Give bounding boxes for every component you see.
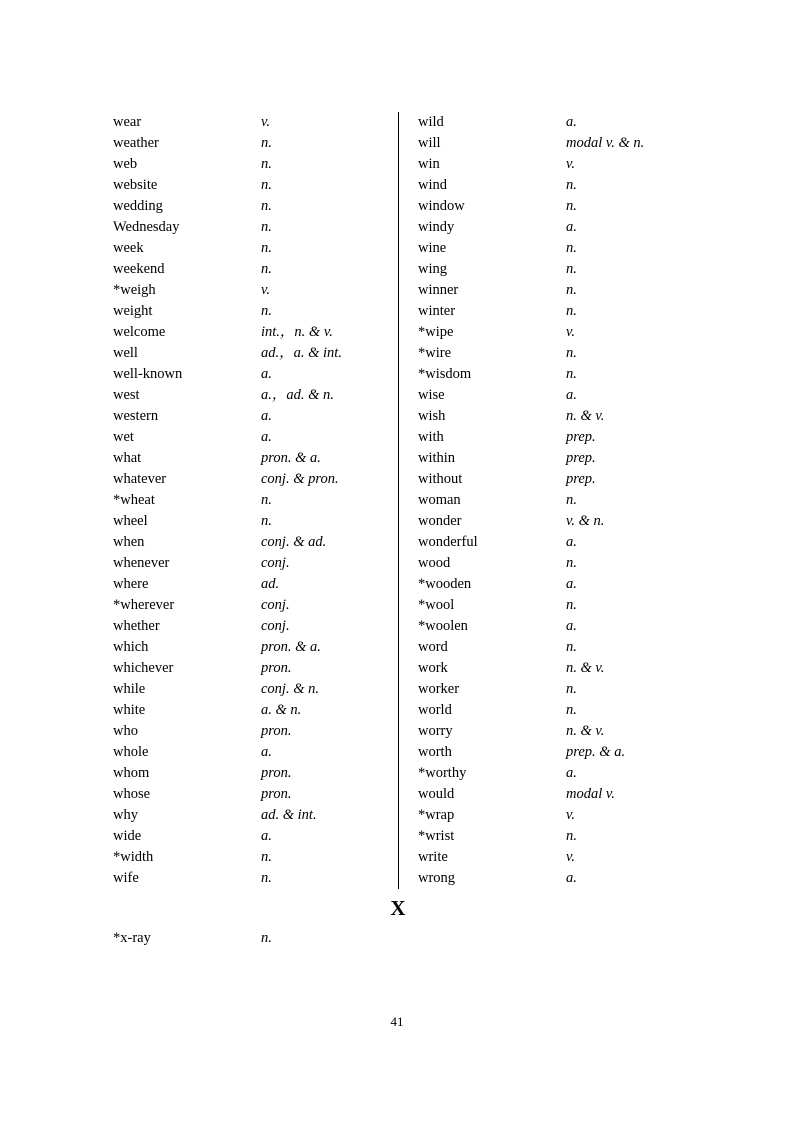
glossary-entry bbox=[418, 343, 683, 364]
entry-part-of-speech: prep. bbox=[566, 429, 596, 445]
entry-word: *wool bbox=[418, 597, 455, 613]
entry-word: who bbox=[113, 723, 138, 739]
glossary-entry bbox=[418, 175, 683, 196]
entry-word: *wheat bbox=[113, 492, 155, 508]
entry-part-of-speech: n. & v. bbox=[566, 723, 605, 739]
glossary-entry bbox=[418, 721, 683, 742]
entry-word: *weigh bbox=[113, 282, 156, 298]
entry-part-of-speech: pron. & a. bbox=[261, 639, 321, 655]
entry-word: with bbox=[418, 429, 444, 445]
glossary-entry bbox=[113, 154, 398, 175]
glossary-entry bbox=[113, 280, 398, 301]
entry-word: wine bbox=[418, 240, 447, 256]
entry-word: work bbox=[418, 660, 448, 676]
entry-word: when bbox=[113, 534, 145, 550]
glossary-entry bbox=[113, 217, 398, 238]
entry-part-of-speech: n. bbox=[566, 261, 577, 277]
entry-part-of-speech: a. bbox=[566, 765, 577, 781]
entry-part-of-speech: v. bbox=[566, 807, 575, 823]
glossary-entry bbox=[418, 763, 683, 784]
entry-word: wife bbox=[113, 870, 139, 886]
entry-word: white bbox=[113, 702, 146, 718]
entry-part-of-speech: pron. bbox=[261, 765, 292, 781]
entry-word: whose bbox=[113, 786, 151, 802]
section-letter-heading: X bbox=[390, 896, 406, 920]
entry-word: *wisdom bbox=[418, 366, 472, 382]
glossary-entry bbox=[113, 826, 398, 847]
entry-word: within bbox=[418, 450, 456, 466]
entry-word: whether bbox=[113, 618, 160, 634]
page-number: 41 bbox=[390, 1014, 404, 1029]
glossary-entry bbox=[113, 784, 398, 805]
entry-part-of-speech: a. bbox=[566, 618, 577, 634]
glossary-entry bbox=[113, 763, 398, 784]
entry-word: woman bbox=[418, 492, 461, 508]
entry-part-of-speech: n. bbox=[566, 492, 577, 508]
glossary-entry bbox=[113, 112, 398, 133]
entry-word: *wipe bbox=[418, 324, 454, 340]
entry-part-of-speech: v. & n. bbox=[566, 513, 605, 529]
glossary-entry bbox=[113, 742, 398, 763]
entry-part-of-speech: conj. & n. bbox=[261, 681, 319, 697]
glossary-entry bbox=[418, 637, 683, 658]
entry-part-of-speech: n. bbox=[261, 219, 272, 235]
entry-part-of-speech: n. bbox=[566, 366, 577, 382]
entry-word: why bbox=[113, 807, 138, 823]
entry-word: wood bbox=[418, 555, 451, 571]
entry-part-of-speech: v. bbox=[261, 114, 270, 130]
glossary-entry bbox=[418, 217, 683, 238]
entry-word: whom bbox=[113, 765, 150, 781]
entry-part-of-speech: v. bbox=[566, 324, 575, 340]
entry-word: welcome bbox=[113, 324, 166, 340]
glossary-entry bbox=[113, 364, 398, 385]
entry-word: *woolen bbox=[418, 618, 468, 634]
glossary-entry bbox=[113, 679, 398, 700]
glossary-entry bbox=[418, 553, 683, 574]
entry-word: *worthy bbox=[418, 765, 467, 781]
glossary-entry bbox=[113, 700, 398, 721]
entry-part-of-speech: n. bbox=[566, 303, 577, 319]
glossary-entry bbox=[113, 553, 398, 574]
entry-word: weather bbox=[113, 135, 159, 151]
entry-part-of-speech: prep. bbox=[566, 450, 596, 466]
glossary-entry bbox=[113, 637, 398, 658]
entry-part-of-speech: modal v. & n. bbox=[566, 135, 645, 151]
entry-part-of-speech: n. bbox=[261, 492, 272, 508]
entry-word: *wrap bbox=[418, 807, 455, 823]
glossary-entry bbox=[418, 679, 683, 700]
glossary-entry bbox=[418, 364, 683, 385]
entry-word: what bbox=[113, 450, 142, 466]
glossary-entry bbox=[113, 196, 398, 217]
entry-part-of-speech: n. bbox=[261, 240, 272, 256]
entry-word: wet bbox=[113, 429, 134, 445]
glossary-entry bbox=[113, 301, 398, 322]
entry-word: wedding bbox=[113, 198, 163, 214]
entry-part-of-speech: conj. bbox=[261, 555, 290, 571]
entry-part-of-speech: prep. bbox=[566, 471, 596, 487]
entry-part-of-speech: pron. bbox=[261, 660, 292, 676]
entry-word: week bbox=[113, 240, 144, 256]
glossary-entry bbox=[113, 469, 398, 490]
glossary-columns bbox=[113, 112, 683, 889]
entry-part-of-speech: n. bbox=[566, 282, 577, 298]
entry-word: while bbox=[113, 681, 146, 697]
glossary-entry bbox=[418, 742, 683, 763]
entry-part-of-speech: n. bbox=[566, 828, 577, 844]
glossary-entry bbox=[418, 490, 683, 511]
glossary-entry bbox=[418, 826, 683, 847]
glossary-entry bbox=[113, 259, 398, 280]
glossary-entry bbox=[113, 928, 398, 949]
entry-word: *width bbox=[113, 849, 154, 865]
glossary-entry bbox=[418, 154, 683, 175]
entry-part-of-speech: a. bbox=[261, 744, 272, 760]
entry-part-of-speech: a. bbox=[566, 387, 577, 403]
entry-part-of-speech: a. bbox=[261, 429, 272, 445]
glossary-entry bbox=[418, 196, 683, 217]
entry-word: window bbox=[418, 198, 465, 214]
entry-part-of-speech: ad.，a. & int. bbox=[261, 345, 342, 361]
entry-word: write bbox=[418, 849, 448, 865]
glossary-entry bbox=[418, 133, 683, 154]
glossary-entry bbox=[113, 490, 398, 511]
entry-word: well-known bbox=[113, 366, 183, 382]
glossary-column-left bbox=[113, 112, 398, 889]
entry-part-of-speech: int.，n. & v. bbox=[261, 324, 333, 340]
entry-word: wind bbox=[418, 177, 447, 193]
glossary-entry bbox=[418, 574, 683, 595]
entry-word: wheel bbox=[113, 513, 148, 529]
entry-word: Wednesday bbox=[113, 219, 180, 235]
entry-word: without bbox=[418, 471, 463, 487]
glossary-entry bbox=[113, 511, 398, 532]
glossary-entry bbox=[113, 658, 398, 679]
entry-part-of-speech: conj. bbox=[261, 618, 290, 634]
entry-word: web bbox=[113, 156, 138, 172]
glossary-entry bbox=[418, 427, 683, 448]
entry-word: windy bbox=[418, 219, 455, 235]
glossary-entry bbox=[418, 259, 683, 280]
entry-part-of-speech: conj. & pron. bbox=[261, 471, 339, 487]
entry-part-of-speech: modal v. bbox=[566, 786, 615, 802]
entry-part-of-speech: a. & n. bbox=[261, 702, 302, 718]
glossary-entry bbox=[418, 511, 683, 532]
glossary-entry bbox=[418, 406, 683, 427]
entry-part-of-speech: n. bbox=[261, 177, 272, 193]
entry-word: would bbox=[418, 786, 455, 802]
glossary-entry bbox=[113, 574, 398, 595]
glossary-entry bbox=[113, 343, 398, 364]
entry-word: weight bbox=[113, 303, 153, 319]
entry-part-of-speech: n. bbox=[566, 597, 577, 613]
entry-part-of-speech: n. bbox=[566, 639, 577, 655]
glossary-entry bbox=[418, 322, 683, 343]
glossary-entry bbox=[418, 385, 683, 406]
entry-word: weekend bbox=[113, 261, 165, 277]
entry-word: well bbox=[113, 345, 138, 361]
glossary-entry bbox=[418, 595, 683, 616]
entry-part-of-speech: v. bbox=[566, 849, 575, 865]
entry-word: wonder bbox=[418, 513, 462, 529]
entry-part-of-speech: a. bbox=[261, 366, 272, 382]
entry-word: west bbox=[113, 387, 140, 403]
entry-part-of-speech: n. & v. bbox=[566, 408, 605, 424]
entry-part-of-speech: n. bbox=[566, 177, 577, 193]
entry-part-of-speech: ad. & int. bbox=[261, 807, 317, 823]
glossary-entry bbox=[418, 469, 683, 490]
entry-word: wise bbox=[418, 387, 445, 403]
entry-word: winter bbox=[418, 303, 456, 319]
glossary-entry bbox=[418, 532, 683, 553]
entry-word: wrong bbox=[418, 870, 456, 886]
glossary-entry bbox=[418, 238, 683, 259]
entry-part-of-speech: a.，ad. & n. bbox=[261, 387, 334, 403]
entry-word: word bbox=[418, 639, 448, 655]
entry-word: *wherever bbox=[113, 597, 175, 613]
entry-word: *wrist bbox=[418, 828, 455, 844]
glossary-entry bbox=[113, 133, 398, 154]
glossary-entry bbox=[418, 280, 683, 301]
entry-word: where bbox=[113, 576, 149, 592]
entry-part-of-speech: n. bbox=[566, 555, 577, 571]
entry-part-of-speech: n. bbox=[566, 198, 577, 214]
entry-word: wonderful bbox=[418, 534, 478, 550]
glossary-entry bbox=[113, 532, 398, 553]
glossary-entry bbox=[418, 700, 683, 721]
glossary-entry bbox=[418, 301, 683, 322]
entry-part-of-speech: n. bbox=[261, 135, 272, 151]
entry-word: wild bbox=[418, 114, 444, 130]
entry-part-of-speech: n. bbox=[261, 849, 272, 865]
entry-part-of-speech: n. bbox=[566, 681, 577, 697]
entry-part-of-speech: a. bbox=[566, 870, 577, 886]
glossary-entry bbox=[113, 721, 398, 742]
entry-word: wing bbox=[418, 261, 447, 277]
entry-word: *wooden bbox=[418, 576, 472, 592]
entry-part-of-speech: n. bbox=[261, 930, 272, 946]
entry-word: *wire bbox=[418, 345, 452, 361]
entry-part-of-speech: conj. bbox=[261, 597, 290, 613]
glossary-column-right bbox=[398, 112, 683, 889]
entry-word: whatever bbox=[113, 471, 167, 487]
glossary-entry bbox=[418, 658, 683, 679]
entry-part-of-speech: n. bbox=[261, 513, 272, 529]
entry-part-of-speech: a. bbox=[566, 114, 577, 130]
entry-word: website bbox=[113, 177, 158, 193]
glossary-entry bbox=[418, 868, 683, 889]
glossary-tail-entries bbox=[113, 928, 398, 949]
entry-part-of-speech: n. & v. bbox=[566, 660, 605, 676]
glossary-entry bbox=[113, 847, 398, 868]
glossary-entry bbox=[113, 595, 398, 616]
entry-word: whenever bbox=[113, 555, 170, 571]
glossary-entry bbox=[113, 406, 398, 427]
entry-word: worry bbox=[418, 723, 453, 739]
entry-part-of-speech: prep. & a. bbox=[566, 744, 626, 760]
entry-part-of-speech: v. bbox=[261, 282, 270, 298]
glossary-entry bbox=[113, 385, 398, 406]
entry-word: win bbox=[418, 156, 440, 172]
entry-part-of-speech: n. bbox=[261, 198, 272, 214]
entry-part-of-speech: a. bbox=[261, 828, 272, 844]
entry-word: whole bbox=[113, 744, 149, 760]
entry-word: worth bbox=[418, 744, 452, 760]
glossary-entry bbox=[418, 448, 683, 469]
glossary-entry bbox=[418, 112, 683, 133]
entry-part-of-speech: n. bbox=[566, 345, 577, 361]
entry-word: wear bbox=[113, 114, 142, 130]
entry-part-of-speech: a. bbox=[566, 534, 577, 550]
glossary-entry bbox=[113, 322, 398, 343]
entry-word: western bbox=[113, 408, 159, 424]
entry-part-of-speech: n. bbox=[566, 702, 577, 718]
entry-word: wide bbox=[113, 828, 142, 844]
entry-part-of-speech: pron. & a. bbox=[261, 450, 321, 466]
entry-word: winner bbox=[418, 282, 459, 298]
entry-part-of-speech: pron. bbox=[261, 786, 292, 802]
entry-part-of-speech: n. bbox=[261, 303, 272, 319]
entry-part-of-speech: a. bbox=[566, 219, 577, 235]
entry-part-of-speech: n. bbox=[261, 261, 272, 277]
entry-word: worker bbox=[418, 681, 460, 697]
glossary-entry bbox=[113, 805, 398, 826]
entry-part-of-speech: n. bbox=[261, 870, 272, 886]
entry-part-of-speech: a. bbox=[566, 576, 577, 592]
entry-word: *x-ray bbox=[113, 930, 151, 946]
entry-part-of-speech: a. bbox=[261, 408, 272, 424]
glossary-entry bbox=[418, 784, 683, 805]
entry-word: wish bbox=[418, 408, 446, 424]
glossary-entry bbox=[113, 868, 398, 889]
entry-word: world bbox=[418, 702, 452, 718]
entry-part-of-speech: n. bbox=[566, 240, 577, 256]
entry-word: which bbox=[113, 639, 149, 655]
glossary-entry bbox=[113, 616, 398, 637]
glossary-entry bbox=[113, 427, 398, 448]
glossary-entry bbox=[113, 448, 398, 469]
glossary-entry bbox=[113, 175, 398, 196]
glossary-entry bbox=[418, 805, 683, 826]
entry-word: whichever bbox=[113, 660, 174, 676]
entry-part-of-speech: ad. bbox=[261, 576, 280, 592]
glossary-entry bbox=[418, 616, 683, 637]
entry-part-of-speech: n. bbox=[261, 156, 272, 172]
entry-part-of-speech: pron. bbox=[261, 723, 292, 739]
glossary-entry bbox=[113, 238, 398, 259]
entry-part-of-speech: v. bbox=[566, 156, 575, 172]
entry-word: will bbox=[418, 135, 441, 151]
glossary-entry bbox=[418, 847, 683, 868]
entry-part-of-speech: conj. & ad. bbox=[261, 534, 327, 550]
